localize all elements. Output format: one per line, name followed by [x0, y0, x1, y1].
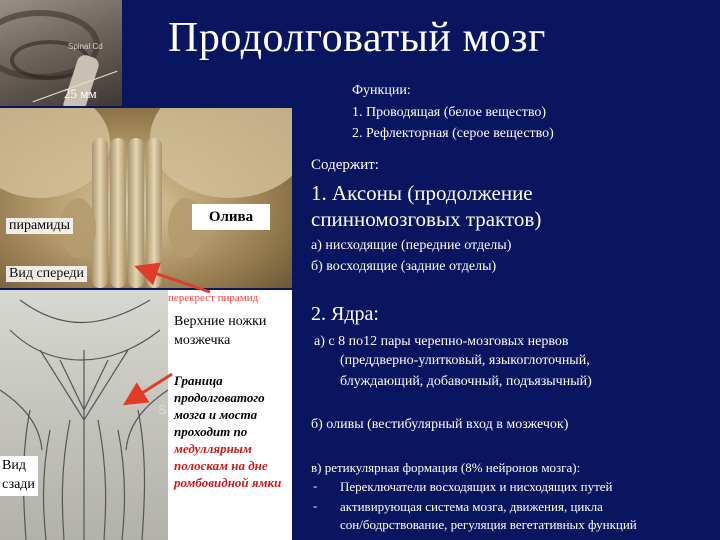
- function-item: 1. Проводящая (белое вещество): [352, 105, 546, 120]
- axons-item: б) восходящие (задние отделы): [311, 259, 497, 274]
- nuclei-item-a: а) с 8 по12 пары черепно-мозговых нервов: [314, 334, 569, 349]
- list-dash: -: [313, 498, 318, 513]
- figure-letter: S: [158, 402, 167, 417]
- back-view-label: Вид сзади: [0, 456, 38, 496]
- list-dash: -: [313, 478, 318, 493]
- olive-label: Олива: [192, 204, 270, 230]
- nuclei-heading: 2. Ядра:: [311, 303, 379, 325]
- reticular-item: сон/бодрствование, регуляция вегетативных функций: [340, 517, 637, 532]
- nuclei-item-c: в) ретикулярная формация (8% нейронов мозга):: [311, 460, 581, 475]
- nuclei-item-b: б) оливы (вестибулярный вход в мозжечок): [311, 417, 569, 432]
- boundary-label: [174, 372, 290, 491]
- reticular-item: Переключатели восходящих и нисходящих путей: [340, 479, 613, 494]
- decussation-label: перекрест пирамид: [168, 292, 259, 304]
- boundary-text: Граница продолговатого мозга и моста проходит по: [174, 373, 265, 439]
- scale-label: 25 мм: [64, 86, 97, 101]
- peduncles-label: Верхние ножки мозжечка: [174, 314, 267, 348]
- boundary-text-highlight: медуллярным полоскам на дне ромбовидной ямки: [174, 441, 282, 490]
- axons-heading: 1. Аксоны (продолжение спинномозговых трактов): [311, 181, 542, 231]
- pyramids-label: пирамиды: [6, 218, 73, 234]
- front-view-label: Вид спереди: [6, 266, 87, 282]
- contents-title: Содержит:: [311, 157, 379, 173]
- functions-title: Функции:: [352, 83, 411, 98]
- thumbnail-label: Spinal Cd: [68, 42, 103, 51]
- function-item: 2. Рефлекторная (серое вещество): [352, 126, 554, 141]
- nuclei-item-a-detail: блуждающий, добавочный, подъязычный): [340, 374, 592, 389]
- nuclei-item-a-detail: (преддверно-улитковый, языкоглоточный,: [340, 353, 590, 368]
- page-title: Продолговатый мозг: [168, 15, 546, 61]
- medulla-back-drawing: [0, 290, 168, 540]
- medulla-front-photo: [0, 108, 292, 288]
- reticular-item: активирующая система мозга, движения, цикла: [340, 499, 603, 514]
- axons-item: а) нисходящие (передние отделы): [311, 238, 512, 253]
